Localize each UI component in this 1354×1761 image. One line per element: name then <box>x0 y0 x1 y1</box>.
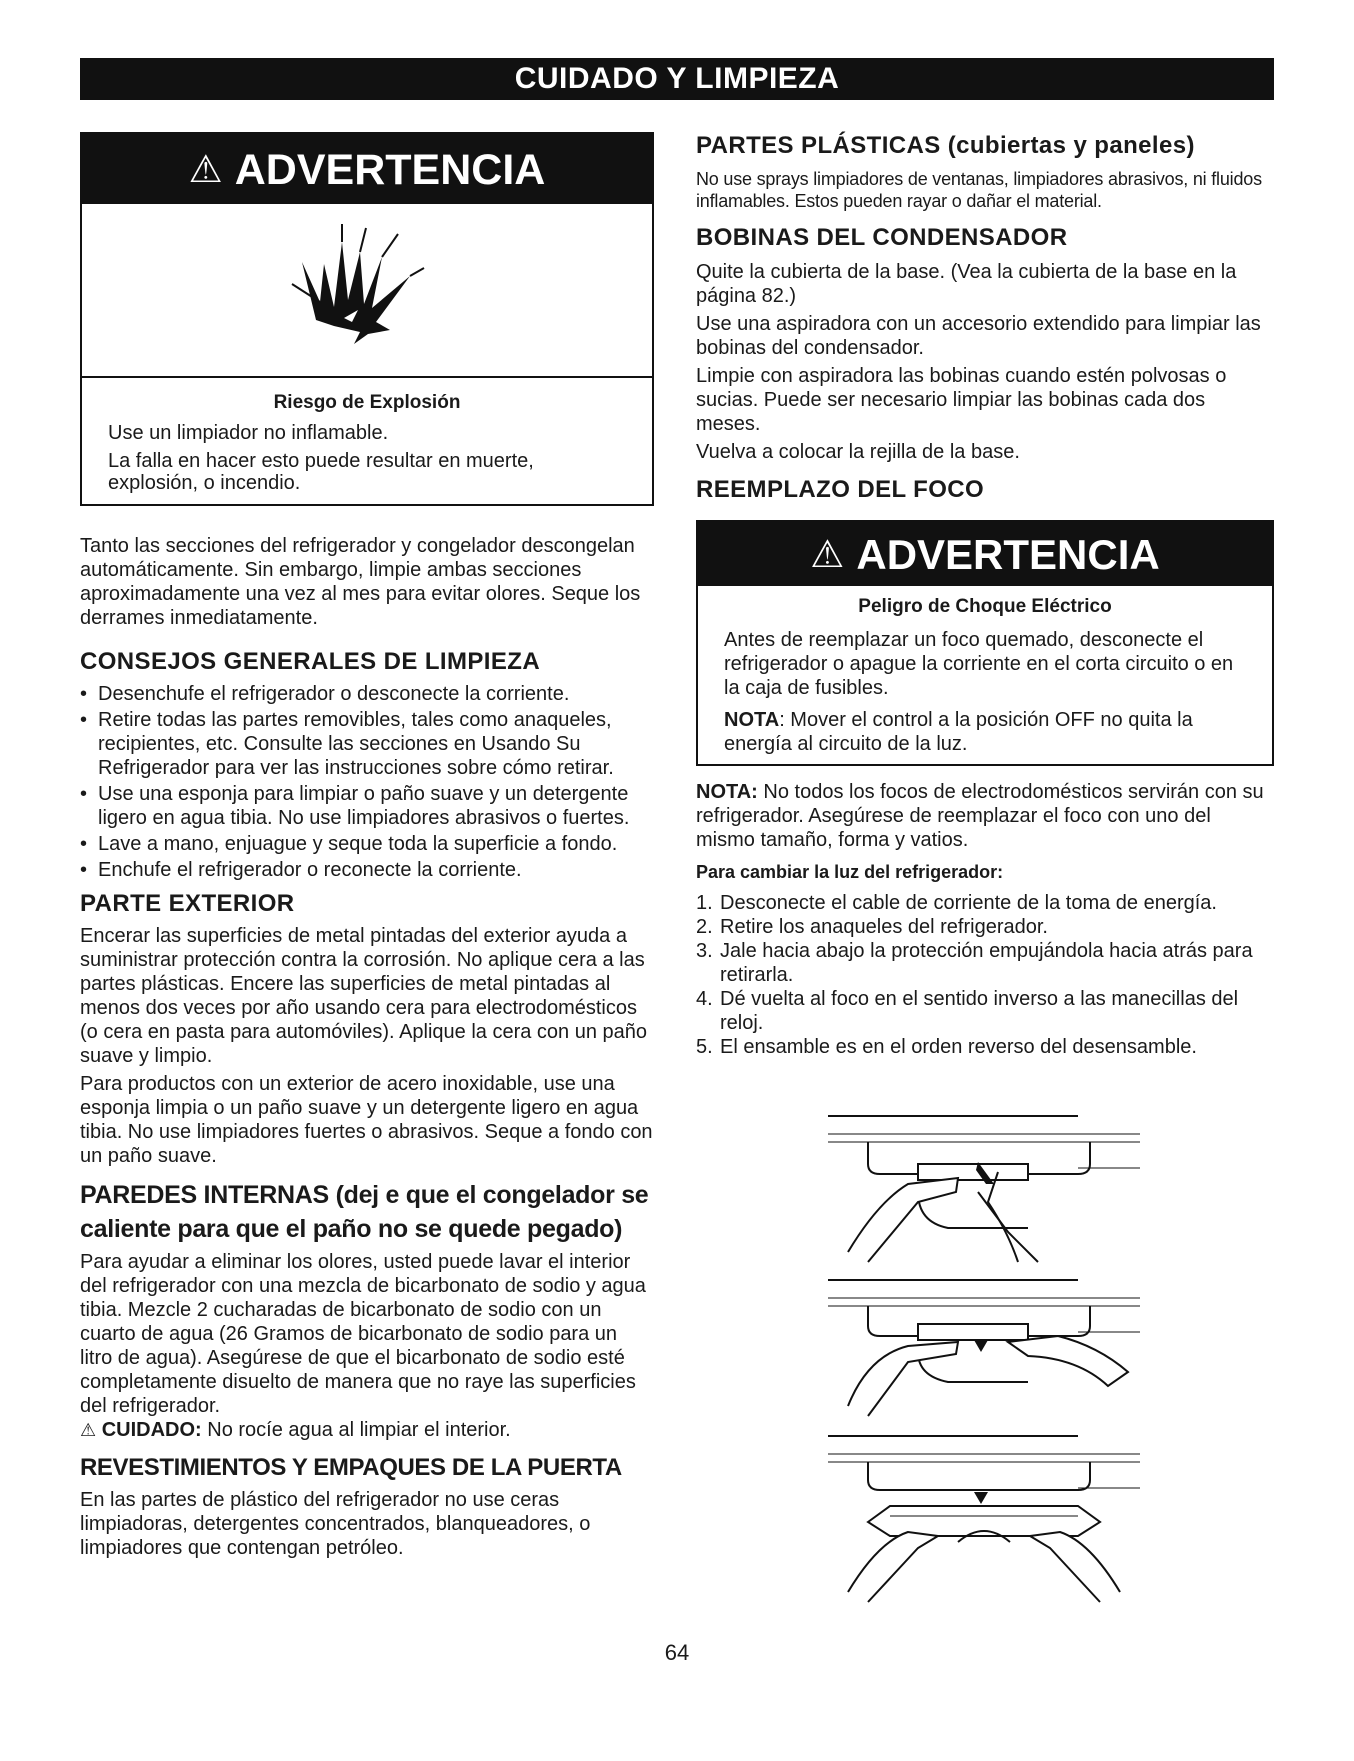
bobinas-paragraph: Vuelva a colocar la rejilla de la base. <box>696 441 1020 463</box>
warning-text <box>82 422 652 504</box>
revestimientos-paragraph: En las partes de plástico del refrigerador no use ceras limpiadoras, detergentes concentrados, blanqueadores, o limpiadores que contengan petróleo. <box>80 1489 591 1559</box>
paredes-paragraph: Para ayudar a eliminar los olores, usted puede lavar el interior del refrigerador con una mezcla de bicarbonato de sodio y agua tibia. Mezcle 2 cucharadas de bicarbonato de sodio con un cuarto de agua (26 Gramos de bicarbonato de sodio para un litro de agua). Asegúrese de que el bicarbonato de sodio esté completamente disuelto de manera que no raye las superficies del refrigerador. <box>80 1251 646 1417</box>
warning-heading: ADVERTENCIA <box>234 146 546 194</box>
bobinas-paragraph: Use una aspiradora con un accesorio extendido para limpiar las bobinas del condensador. <box>696 313 1261 359</box>
section-heading-foco: REEMPLAZO DEL FOCO <box>696 476 985 503</box>
note-label: NOTA: <box>696 781 758 803</box>
list-item: • Desenchufe el refrigerador o desconecte la corriente. <box>80 682 654 706</box>
warning-line: La falla en hacer esto puede resultar en muerte, explosión, o incendio. <box>108 450 534 494</box>
note-text: : Mover el control a la posición OFF no quita la energía al circuito de la luz. <box>724 709 1193 755</box>
foco-subheading: Para cambiar la luz del refrigerador: <box>696 862 1004 882</box>
warning-title: Riesgo de Explosión <box>273 392 461 413</box>
section-heading-consejos: CONSEJOS GENERALES DE LIMPIEZA <box>80 648 541 675</box>
warning-note <box>724 708 1246 756</box>
list-item: 4. Dé vuelta al foco en el sentido inverso a las manecillas del reloj. <box>696 988 1239 1034</box>
list-item: 2. Retire los anaqueles del refrigerador. <box>696 916 1048 938</box>
exterior-paragraph: Para productos con un exterior de acero inoxidable, use una esponja limpia o un paño suave y un detergente ligero en agua tibia. No use limpiadores fuertes o abrasivos. Seque a fondo con un paño suave. <box>80 1073 653 1167</box>
section-banner: CUIDADO Y LIMPIEZA <box>80 58 1274 100</box>
plasticas-paragraph: No use sprays limpiadores de ventanas, limpiadores abrasivos, ni fluidos inflamables. Estos pueden rayar o dañar el material. <box>696 169 1262 211</box>
section-heading-revestimientos: REVESTIMIENTOS Y EMPAQUES DE LA PUERTA <box>80 1454 622 1481</box>
explosion-illustration <box>82 204 652 378</box>
note-text: No todos los focos de electrodomésticos servirán con su refrigerador. Asegúrese de reemplazar el foco con uno del mismo tamaño, forma y vatios. <box>696 781 1264 851</box>
list-item: • Enchufe el refrigerador o reconecte la corriente. <box>80 858 654 882</box>
intro-paragraph: Tanto las secciones del refrigerador y congelador descongelan automáticamente. Sin embargo, limpie ambas secciones aproximadamente una vez al mes para evitar olores. Seque los derrames inmediatamente. <box>80 535 641 629</box>
caution-triangle-icon: ⚠ <box>80 1420 97 1440</box>
warning-header <box>698 522 1272 586</box>
warning-text <box>698 628 1272 764</box>
list-item: 3. Jale hacia abajo la protección empujándola hacia atrás para retirarla. <box>696 940 1253 986</box>
explosion-warning-box <box>80 132 654 506</box>
bobinas-paragraph: Quite la cubierta de la base. (Vea la cubierta de la base en la página 82.) <box>696 261 1237 307</box>
bulb-step-illustration-2 <box>828 1276 1140 1431</box>
section-heading-exterior: PARTE EXTERIOR <box>80 890 295 917</box>
explosion-icon <box>272 222 432 362</box>
warning-heading: ADVERTENCIA <box>856 531 1160 578</box>
page-number: 64 <box>664 1640 690 1665</box>
warning-title: Peligro de Choque Eléctrico <box>858 596 1112 617</box>
bobinas-paragraph: Limpie con aspiradora las bobinas cuando estén polvosas o sucias. Puede ser necesario limpiar las bobinas cada dos meses. <box>696 365 1227 435</box>
foco-steps <box>696 891 1274 1059</box>
right-column <box>696 132 1274 1059</box>
caution-label: CUIDADO: <box>101 1419 202 1441</box>
section-heading-bobinas: BOBINAS DEL CONDENSADOR <box>696 224 1068 251</box>
electric-warning-box <box>696 520 1274 766</box>
foco-note <box>696 780 1274 852</box>
warning-line: Use un limpiador no inflamable. <box>108 422 389 444</box>
section-heading-paredes: PAREDES INTERNAS (dej e que el congelador se caliente para que el paño no se quede pegado) <box>80 1181 649 1243</box>
list-item: • Lave a mano, enjuague y seque toda la superficie a fondo. <box>80 832 654 856</box>
list-item: • Use una esponja para limpiar o paño suave y un detergente ligero en agua tibia. No use limpiadores abrasivos o fuertes. <box>80 782 654 830</box>
list-item: 1. Desconecte el cable de corriente de la toma de energía. <box>696 892 1217 914</box>
exterior-paragraph: Encerar las superficies de metal pintadas del exterior ayuda a suministrar protección contra la corrosión. No aplique cera a las partes plásticas. Encere las superficies de metal pintadas al menos dos veces por año usando cera para electrodomésticos (o cera en pasta para automóviles). Aplique la cera con un paño suave y limpio. <box>80 925 648 1067</box>
note-label: NOTA <box>724 709 780 731</box>
warning-header <box>82 134 652 204</box>
list-item: 5. El ensamble es en el orden reverso del desensamble. <box>696 1036 1197 1058</box>
list-item: • Retire todas las partes removibles, tales como anaqueles, recipientes, etc. Consulte las secciones en Usando Su Refrigerador para ver las instrucciones sobre cómo retirar. <box>80 708 654 780</box>
warning-triangle-icon: ⚠ <box>188 149 223 191</box>
caution-line <box>80 1418 654 1442</box>
warning-triangle-icon: ⚠ <box>810 534 845 576</box>
bulb-step-illustration-3 <box>828 1432 1140 1617</box>
caution-text: No rocíe agua al limpiar el interior. <box>201 1419 511 1441</box>
section-heading-plasticas: PARTES PLÁSTICAS (cubiertas y paneles) <box>696 132 1195 159</box>
warning-line: Antes de reemplazar un foco quemado, desconecte el refrigerador o apague la corriente en el corta circuito o en la caja de fusibles. <box>724 629 1234 699</box>
consejos-list <box>80 682 654 882</box>
left-column <box>80 132 654 1560</box>
bulb-step-illustration-1 <box>828 1112 1140 1277</box>
